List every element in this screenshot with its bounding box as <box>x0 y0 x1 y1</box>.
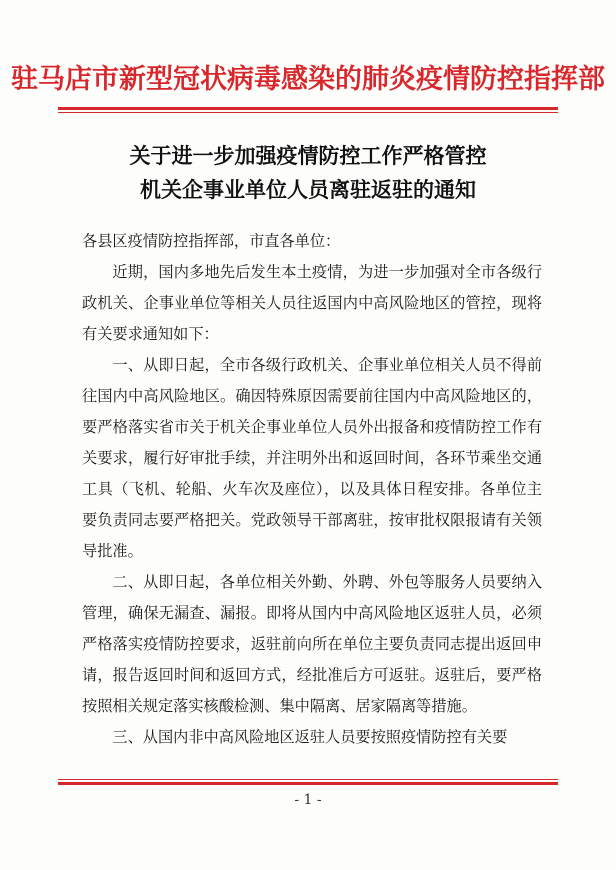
red-divider-top-thick <box>58 107 558 110</box>
paragraph-item-3: 三、从国内非中高风险地区返驻人员要按照疫情防控有关要 <box>112 728 508 746</box>
paragraph-item-2: 二、从即日起，各单位相关外勤、外聘、外包等服务人员要纳入管理，确保无漏查、漏报。即将从国内中高风险地区返驻人员，必须严格落实疫情防控要求，返驻前向所在单位主要负责同志提出返回申请，报告返回时间和返回方式，经批准后方可返驻。返驻后，要严格按照相关规定落实核酸检测、集中隔离、居家隔离等措施。 <box>82 573 542 715</box>
page-number: - 1 - <box>294 792 322 808</box>
issuer-header: 驻马店市新型冠状病毒感染的肺炎疫情防控指挥部 <box>11 64 605 95</box>
red-divider-bottom-thin <box>58 779 558 780</box>
paragraph-item-1: 一、从即日起，全市各级行政机关、企事业单位相关人员不得前往国内中高风险地区。确因特殊原因需要前往国内中高风险地区的，要严格落实省市关于机关企事业单位人员外出报备和疫情防控工作有关要求，履行好审批手续，并注明外出和返回时间，各环节乘坐交通工具（飞机、轮船、火车次及座位），以及具体日程安排。各单位主要负责同志要严格把关。党政领导干部离驻，按审批权限报请有关领导批准。 <box>82 356 542 560</box>
document-body <box>82 226 542 753</box>
red-divider-top-thin <box>58 112 558 113</box>
paragraph-intro: 近期，国内多地先后发生本土疫情，为进一步加强对全市各级行政机关、企事业单位等相关人员往返国内中高风险地区的管控，现将有关要求通知如下： <box>82 263 542 343</box>
red-divider-bottom-thick <box>58 782 558 785</box>
document-title-line-2: 机关企事业单位人员离驻返驻的通知 <box>140 177 476 202</box>
document-title-line-1: 关于进一步加强疫情防控工作严格管控 <box>129 143 487 168</box>
salutation: 各县区疫情防控指挥部，市直各单位： <box>82 232 341 250</box>
